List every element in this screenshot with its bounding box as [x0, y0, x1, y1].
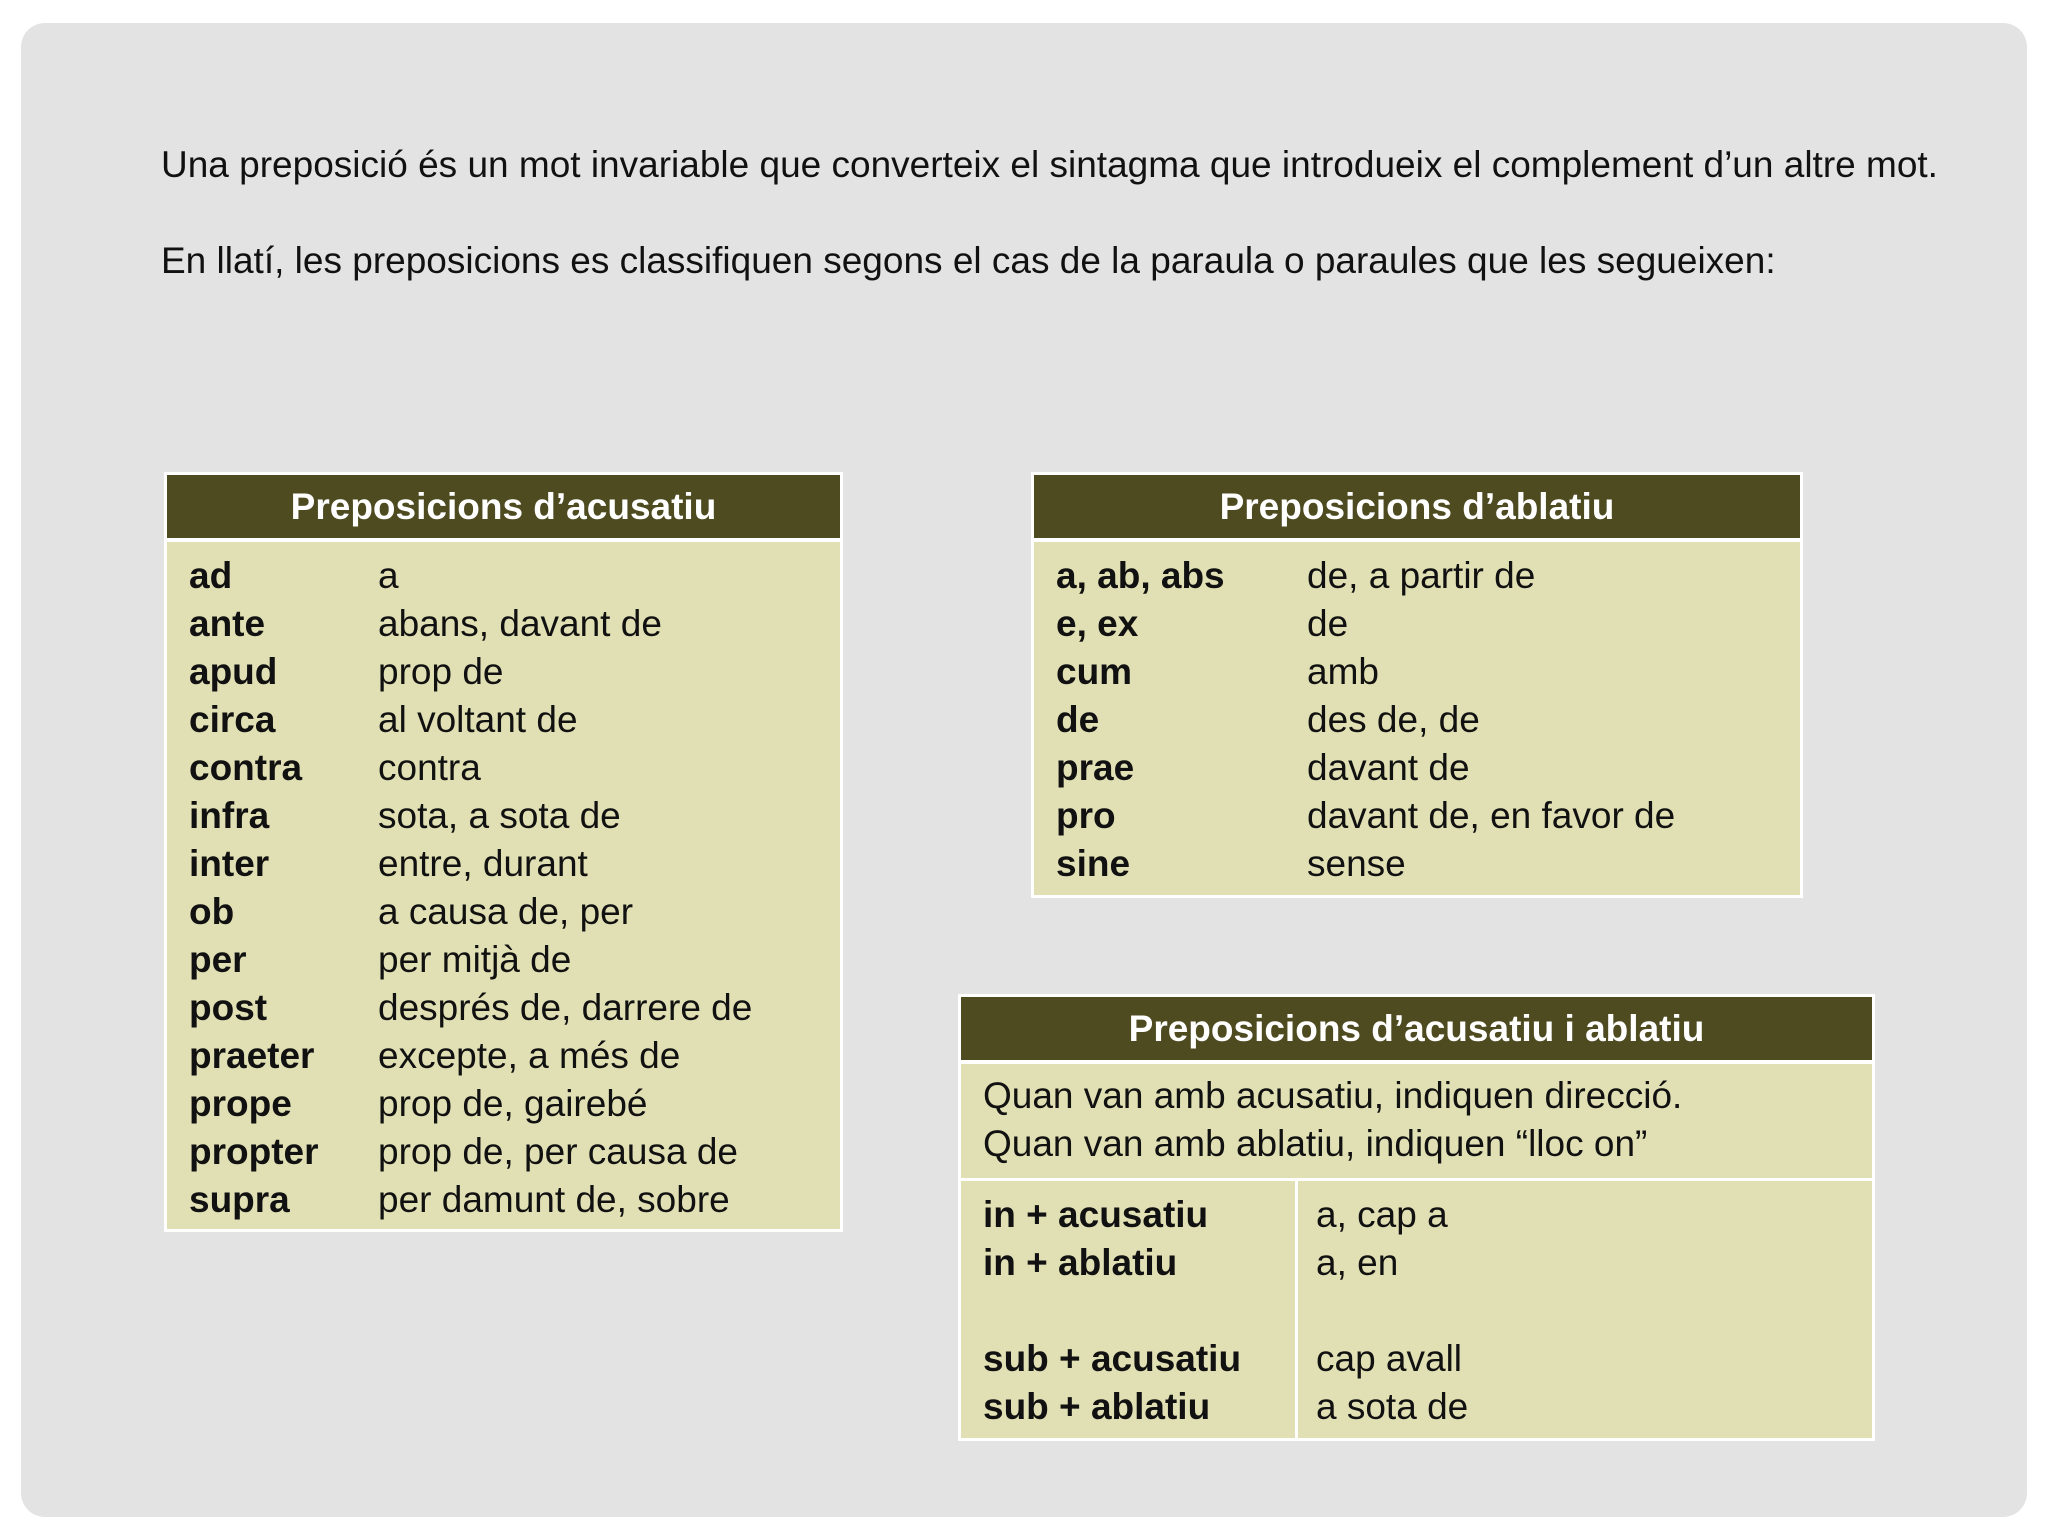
table-row — [1034, 840, 1800, 888]
gloss: contra — [378, 747, 481, 788]
usage-note-line: Quan van amb acusatiu, indiquen direcció. — [983, 1075, 1683, 1116]
table-row — [167, 1128, 840, 1176]
gloss: a, cap a — [1316, 1194, 1448, 1235]
table-row — [167, 888, 840, 936]
term: de — [1056, 699, 1100, 740]
gloss: a causa de, per — [378, 891, 634, 932]
gloss: de — [1307, 603, 1349, 644]
table-row — [1034, 696, 1800, 744]
table-row — [1034, 552, 1800, 600]
gloss: per mitjà de — [378, 939, 572, 980]
gloss: al voltant de — [378, 699, 578, 740]
gloss: de, a partir de — [1307, 555, 1536, 596]
gloss: sense — [1307, 843, 1406, 884]
gloss-spacer — [1316, 1287, 1872, 1335]
term: circa — [189, 699, 276, 740]
gloss: cap avall — [1316, 1338, 1463, 1379]
accusative-table-title: Preposicions d’acusatiu — [167, 475, 840, 542]
gloss: prop de — [378, 651, 504, 692]
term: supra — [189, 1179, 290, 1220]
table-row — [167, 648, 840, 696]
both-table-title: Preposicions d’acusatiu i ablatiu — [961, 997, 1872, 1064]
table-row — [167, 1080, 840, 1128]
table-row — [167, 984, 840, 1032]
table-row — [167, 1176, 840, 1224]
term: sub + ablatiu — [983, 1386, 1211, 1427]
table-row — [1034, 648, 1800, 696]
table-row — [1034, 792, 1800, 840]
table-row — [167, 552, 840, 600]
term: apud — [189, 651, 278, 692]
term: ad — [189, 555, 233, 596]
term: a, ab, abs — [1056, 555, 1225, 596]
term: prae — [1056, 747, 1135, 788]
term: cum — [1056, 651, 1133, 692]
gloss: amb — [1307, 651, 1379, 692]
term: post — [189, 987, 268, 1028]
ablative-prepositions-table — [1031, 472, 1803, 898]
term: prope — [189, 1083, 292, 1124]
gloss: a, en — [1316, 1242, 1399, 1283]
terms-column — [961, 1181, 1298, 1438]
table-row — [1034, 744, 1800, 792]
glosses-column — [1298, 1181, 1872, 1438]
gloss: a — [378, 555, 399, 596]
gloss: des de, de — [1307, 699, 1480, 740]
term: in + ablatiu — [983, 1242, 1178, 1283]
gloss: abans, davant de — [378, 603, 662, 644]
term: ante — [189, 603, 266, 644]
term: infra — [189, 795, 270, 836]
term: e, ex — [1056, 603, 1139, 644]
gloss: davant de, en favor de — [1307, 795, 1676, 836]
term: pro — [1056, 795, 1116, 836]
intro-paragraph-2: En llatí, les preposicions es classifiquen segons el cas de la paraula o paraules que les segueixen: — [161, 240, 1776, 281]
ablative-table-title: Preposicions d’ablatiu — [1034, 475, 1800, 542]
usage-note-line: Quan van amb ablatiu, indiquen “lloc on” — [983, 1123, 1648, 1164]
term: ob — [189, 891, 235, 932]
gloss: sota, a sota de — [378, 795, 621, 836]
accusative-prepositions-table — [164, 472, 843, 1232]
intro-paragraph-1: Una preposició és un mot invariable que converteix el sintagma que introdueix el complement d’un altre mot. — [161, 144, 1938, 185]
term: propter — [189, 1131, 319, 1172]
gloss: per damunt de, sobre — [378, 1179, 730, 1220]
term: sine — [1056, 843, 1131, 884]
term: praeter — [189, 1035, 315, 1076]
term: in + acusatiu — [983, 1194, 1209, 1235]
table-row — [167, 1032, 840, 1080]
usage-note — [961, 1064, 1872, 1181]
table-row — [167, 696, 840, 744]
term: sub + acusatiu — [983, 1338, 1242, 1379]
gloss: excepte, a més de — [378, 1035, 681, 1076]
gloss: prop de, per causa de — [378, 1131, 738, 1172]
term: contra — [189, 747, 303, 788]
table-row — [167, 744, 840, 792]
gloss: prop de, gairebé — [378, 1083, 648, 1124]
table-row — [167, 840, 840, 888]
table-row — [167, 600, 840, 648]
table-row — [1034, 600, 1800, 648]
gloss: entre, durant — [378, 843, 588, 884]
gloss: davant de — [1307, 747, 1470, 788]
term: inter — [189, 843, 270, 884]
gloss: a sota de — [1316, 1386, 1469, 1427]
term: per — [189, 939, 247, 980]
term-spacer — [983, 1287, 1295, 1335]
table-row — [167, 936, 840, 984]
accusative-ablative-prepositions-table — [958, 994, 1875, 1441]
table-row — [167, 792, 840, 840]
intro-text — [161, 141, 1969, 285]
gloss: després de, darrere de — [378, 987, 753, 1028]
